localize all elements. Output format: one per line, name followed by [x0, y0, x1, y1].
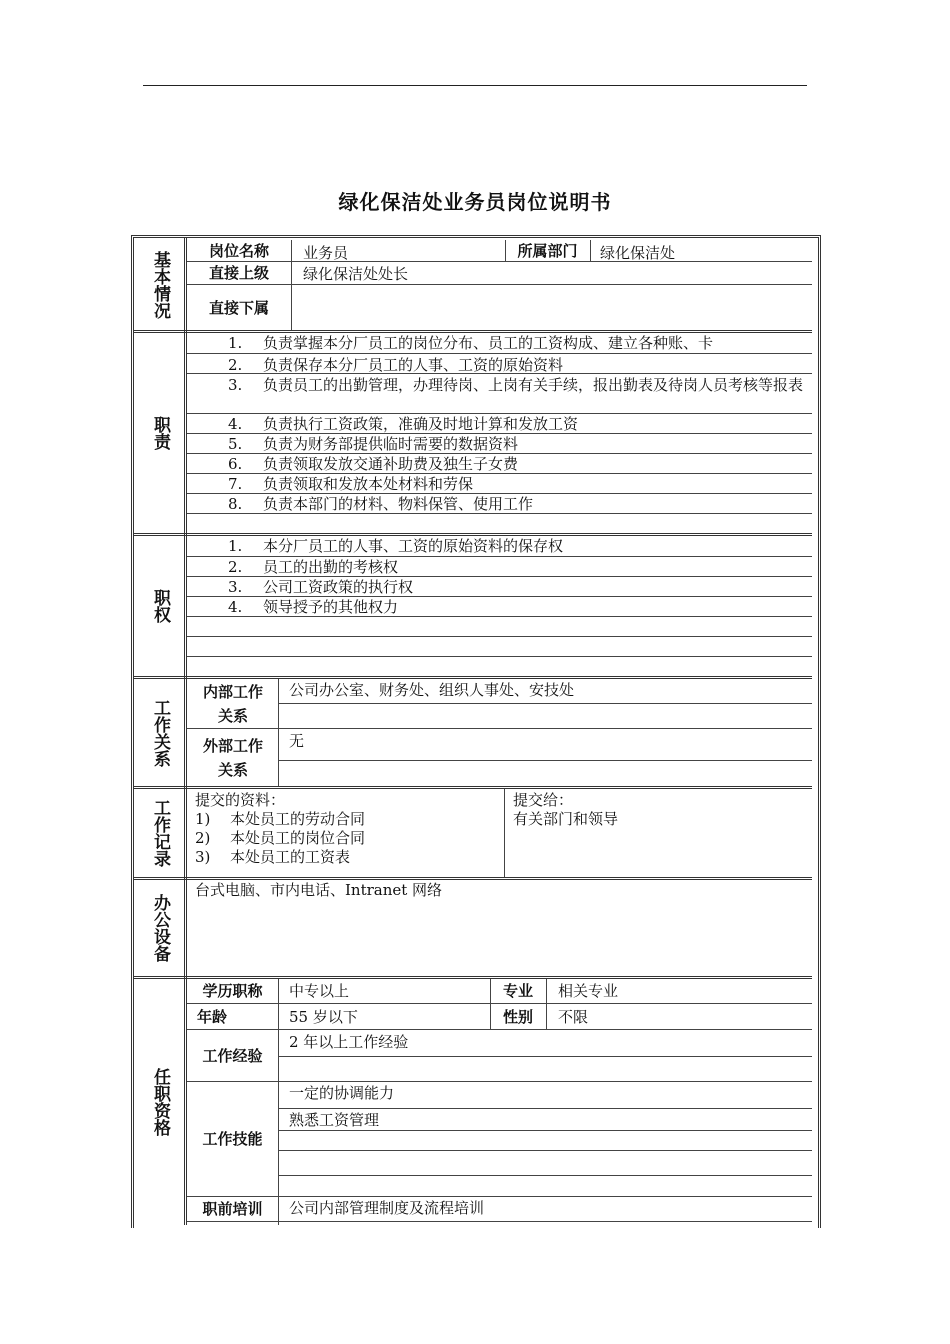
office-equipment-value: 台式电脑、市内电话、Intranet 网络 [195, 881, 443, 899]
external-relations-value: 无 [289, 732, 305, 750]
skill-item: 一定的协调能力 [289, 1084, 395, 1102]
authority-item: 1. 本分厂员工的人事、工资的原始资料的保存权 [228, 537, 564, 555]
authority-item: 3. 公司工资政策的执行权 [228, 578, 414, 596]
header-rule [143, 85, 807, 86]
record-item: 1) 本处员工的劳动合同 [195, 810, 366, 828]
direct-superior-label: 直接上级 [208, 264, 269, 282]
age-value: 55 岁以下 [289, 1008, 358, 1026]
authority-item: 4. 领导授予的其他权力 [228, 598, 399, 616]
row-line [278, 1150, 812, 1151]
record-item: 2) 本处员工的岗位合同 [195, 829, 366, 847]
skills-label: 工作技能 [202, 1130, 263, 1148]
internal-relations-label: 内部工作关系 [202, 682, 263, 725]
department-label: 所属部门 [517, 241, 578, 260]
section-work-relations [134, 679, 186, 786]
section-divider [134, 786, 812, 789]
row-line [187, 1081, 812, 1082]
document-title: 绿化保洁处业务员岗位说明书 [338, 190, 612, 214]
submit-to-label: 提交给： [513, 791, 574, 809]
row-line [187, 1029, 812, 1030]
section-label: 工作记录 [150, 799, 170, 867]
section-label: 任职资格 [150, 1068, 170, 1136]
skill-item: 熟悉工资管理 [289, 1111, 380, 1129]
pre-job-training-value: 公司内部管理制度及流程培训 [289, 1199, 485, 1217]
row-line [187, 728, 812, 729]
duty-item: 8. 负责本部门的材料、物料保管、使用工作 [228, 495, 534, 513]
position-name-label: 岗位名称 [208, 241, 269, 260]
row-line [278, 760, 812, 761]
section-work-records [134, 789, 186, 877]
section-label: 办公设备 [150, 894, 170, 962]
section-label: 职权 [150, 589, 170, 623]
gender-value: 不限 [558, 1008, 589, 1026]
row-line [187, 353, 812, 354]
external-relations-label: 外部工作关系 [202, 736, 263, 779]
section-label: 基本情况 [150, 251, 170, 319]
row-line [278, 1056, 812, 1057]
authority-item: 2. 员工的出勤的考核权 [228, 558, 399, 576]
row-line [187, 1196, 812, 1197]
row-line [278, 1108, 812, 1109]
age-label: 年龄 [196, 1007, 227, 1026]
duty-item: 2. 负责保存本分厂员工的人事、工资的原始资料 [228, 356, 564, 374]
row-line [187, 1221, 812, 1222]
section-label: 职责 [150, 416, 170, 450]
duty-item: 3. 负责员工的出勤管理，办理待岗、上岗有关手续，报出勤表及待岗人员考核等报表 [228, 376, 804, 394]
row-line [278, 1130, 812, 1131]
major-label: 专业 [502, 982, 533, 1000]
education-label: 学历职称 [202, 982, 263, 1000]
row-line [278, 1175, 812, 1176]
col-line [291, 240, 292, 330]
duty-item: 7. 负责领取和发放本处材料和劳保 [228, 475, 474, 493]
major-value: 相关专业 [558, 982, 619, 1000]
section-duties [134, 333, 186, 533]
row-line [278, 703, 812, 704]
education-value: 中专以上 [289, 982, 350, 1000]
col-line [278, 679, 279, 786]
section-authority [134, 536, 186, 676]
row-line [187, 636, 812, 637]
section-qualifications [134, 979, 186, 1225]
row-line [187, 656, 812, 657]
direct-superior-value: 绿化保洁处处长 [303, 265, 409, 283]
section-basic-info [134, 240, 186, 330]
col-line [504, 789, 505, 877]
pre-job-training-label: 职前培训 [202, 1200, 263, 1218]
duty-item: 4. 负责执行工资政策，准确及时地计算和发放工资 [228, 415, 579, 433]
duty-item: 1. 负责掌握本分厂员工的岗位分布、员工的工资构成、建立各种账、卡 [228, 334, 714, 352]
department-value: 绿化保洁处 [600, 244, 676, 262]
duty-item: 6. 负责领取发放交通补助费及独生子女费 [228, 455, 519, 473]
col-line [278, 979, 279, 1225]
col-line [546, 979, 547, 1029]
submit-to-value: 有关部门和领导 [513, 810, 619, 828]
position-name-value: 业务员 [303, 244, 349, 262]
gender-label: 性别 [502, 1007, 533, 1026]
record-item: 3) 本处员工的工资表 [195, 848, 351, 866]
section-label: 工作关系 [150, 698, 170, 767]
duty-item: 5. 负责为财务部提供临时需要的数据资料 [228, 435, 519, 453]
direct-subordinate-label: 直接下属 [208, 298, 269, 317]
col-line [590, 240, 591, 261]
section-office-equipment [134, 880, 186, 976]
internal-relations-value: 公司办公室、财务处、组织人事处、安技处 [289, 681, 575, 699]
submitted-materials-label: 提交的资料： [195, 791, 286, 809]
experience-label: 工作经验 [202, 1046, 263, 1065]
experience-value: 2 年以上工作经验 [289, 1033, 409, 1051]
